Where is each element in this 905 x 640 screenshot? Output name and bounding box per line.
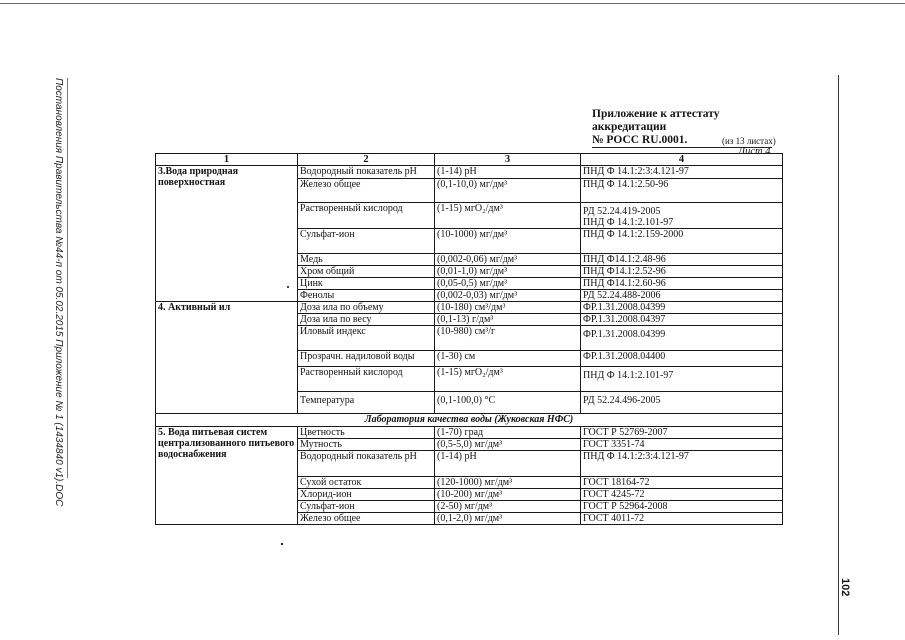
group-name: 4. Активный ил [156,302,298,414]
param-cell: Цинк [298,278,435,290]
method-cell: ГОСТ 3351-74 [581,439,783,451]
section-row [156,414,783,427]
scan-dot [287,286,289,288]
range-cell: (0,1-10,0) мг/дм³ [435,179,581,203]
method-cell: ГОСТ 18164-72 [581,477,783,489]
range-cell: (10-200) мг/дм³ [435,489,581,501]
column-header-3: 3 [435,154,581,166]
param-cell: Мутность [298,439,435,451]
param-cell: Сухой остаток [298,477,435,489]
table-row [156,166,783,179]
group-name: 5. Вода питьевая систем централизованного питьевого водоснабжения [156,427,298,525]
range-cell: (0,1-13) г/дм³ [435,314,581,326]
table-row [156,302,783,314]
param-cell: Прозрачн. надиловой воды [298,351,435,367]
column-header-4: 4 [581,154,783,166]
page-number: 102 [839,578,851,597]
group-name: 3.Вода природная поверхностная [156,166,298,302]
header-title: Приложение к аттестату аккредитации [592,108,720,133]
range-cell: (0,01-1,0) мг/дм³ [435,266,581,278]
method-cell: ГОСТ 4245-72 [581,489,783,501]
param-cell: Сульфат-ион [298,229,435,254]
table-row [156,427,783,439]
section-title: Лаборатория качества воды (Жуковская НФС) [156,414,783,427]
param-cell: Растворенный кислород [298,367,435,392]
column-header-2: 2 [298,154,435,166]
header-accreditation-number: № РОСС RU.0001. [592,134,772,148]
param-cell: Фенолы [298,290,435,302]
range-cell: (1-70) град [435,427,581,439]
method-cell: ГОСТ 4011-72 [581,513,783,525]
method-cell: ГОСТ Р 52964-2008 [581,501,783,513]
method-cell: ПНД Ф 14.1:2.101-97 [581,367,783,392]
param-cell: Иловый индекс [298,326,435,351]
method-cell: ПНД Ф14.1:2.60-96 [581,278,783,290]
scan-left-margin-line [67,78,68,478]
param-cell: Сульфат-ион [298,501,435,513]
range-cell: (10-1000) мг/дм³ [435,229,581,254]
param-cell: Хром общий [298,266,435,278]
method-cell: ФР.1.31.2008.04399 [581,302,783,314]
param-cell: Водородный показатель рН [298,166,435,179]
side-note-text: Постановления Правительства №44-п от 05.02.2015 Приложение № 1 (1434840 v1).DOC [53,78,64,507]
range-cell: (120-1000) мг/дм³ [435,477,581,489]
range-cell: (0,5-5,0) мг/дм³ [435,439,581,451]
range-cell: (0,1-100,0) °С [435,392,581,414]
column-header-1: 1 [156,154,298,166]
method-cell: РД 52.24.419-2005 ПНД Ф 14.1:2.101-97 [581,203,783,229]
pages-note: (из 13 листах) [722,136,776,146]
param-cell: Доза ила по весу [298,314,435,326]
range-cell: (10-980) см³/г [435,326,581,351]
scan-right-margin-line [838,75,839,635]
method-cell: ПНД Ф 14.1:2:3:4.121-97 [581,166,783,179]
param-cell: Цветность [298,427,435,439]
range-cell: (0,05-0,5) мг/дм³ [435,278,581,290]
range-cell: (1-14) рН [435,451,581,477]
method-cell: ПНД Ф14.1:2.48-96 [581,254,783,266]
param-cell: Доза ила по объему [298,302,435,314]
method-cell: ПНД Ф 14.1:2.50-96 [581,179,783,203]
scan-top-edge [0,3,905,4]
method-cell: ФР.1.31.2008.04400 [581,351,783,367]
table-header-row [156,154,783,166]
range-cell: (1-15) мгО₂/дм³ [435,367,581,392]
side-note [52,78,64,507]
range-cell: (0,002-0,03) мг/дм³ [435,290,581,302]
param-cell: Температура [298,392,435,414]
param-cell: Медь [298,254,435,266]
scan-dot [281,543,283,545]
param-cell: Хлорид-ион [298,489,435,501]
method-cell: ПНД Ф 14.1:2.159-2000 [581,229,783,254]
param-cell: Железо общее [298,179,435,203]
param-cell: Водородный показатель рН [298,451,435,477]
method-cell: ПНД Ф 14.1:2:3:4.121-97 [581,451,783,477]
range-cell: (10-180) см³/дм³ [435,302,581,314]
method-cell: ФР.1.31.2008.04399 [581,326,783,351]
sheet-number: Лист 4 [738,146,771,157]
method-cell: РД 52.24.488-2006 [581,290,783,302]
param-cell: Растворенный кислород [298,203,435,229]
method-cell: ПНД Ф14.1:2.52-96 [581,266,783,278]
accreditation-scope-table [155,153,783,525]
method-cell: ГОСТ Р 52769-2007 [581,427,783,439]
method-cell: РД 52.24.496-2005 [581,392,783,414]
range-cell: (1-30) см [435,351,581,367]
param-cell: Железо общее [298,513,435,525]
range-cell: (0,1-2,0) мг/дм³ [435,513,581,525]
range-cell: (1-15) мгО₂/дм³ [435,203,581,229]
range-cell: (0,002-0,06) мг/дм³ [435,254,581,266]
method-cell: ФР.1.31.2008.04397 [581,314,783,326]
range-cell: (2-50) мг/дм³ [435,501,581,513]
range-cell: (1-14) рН [435,166,581,179]
